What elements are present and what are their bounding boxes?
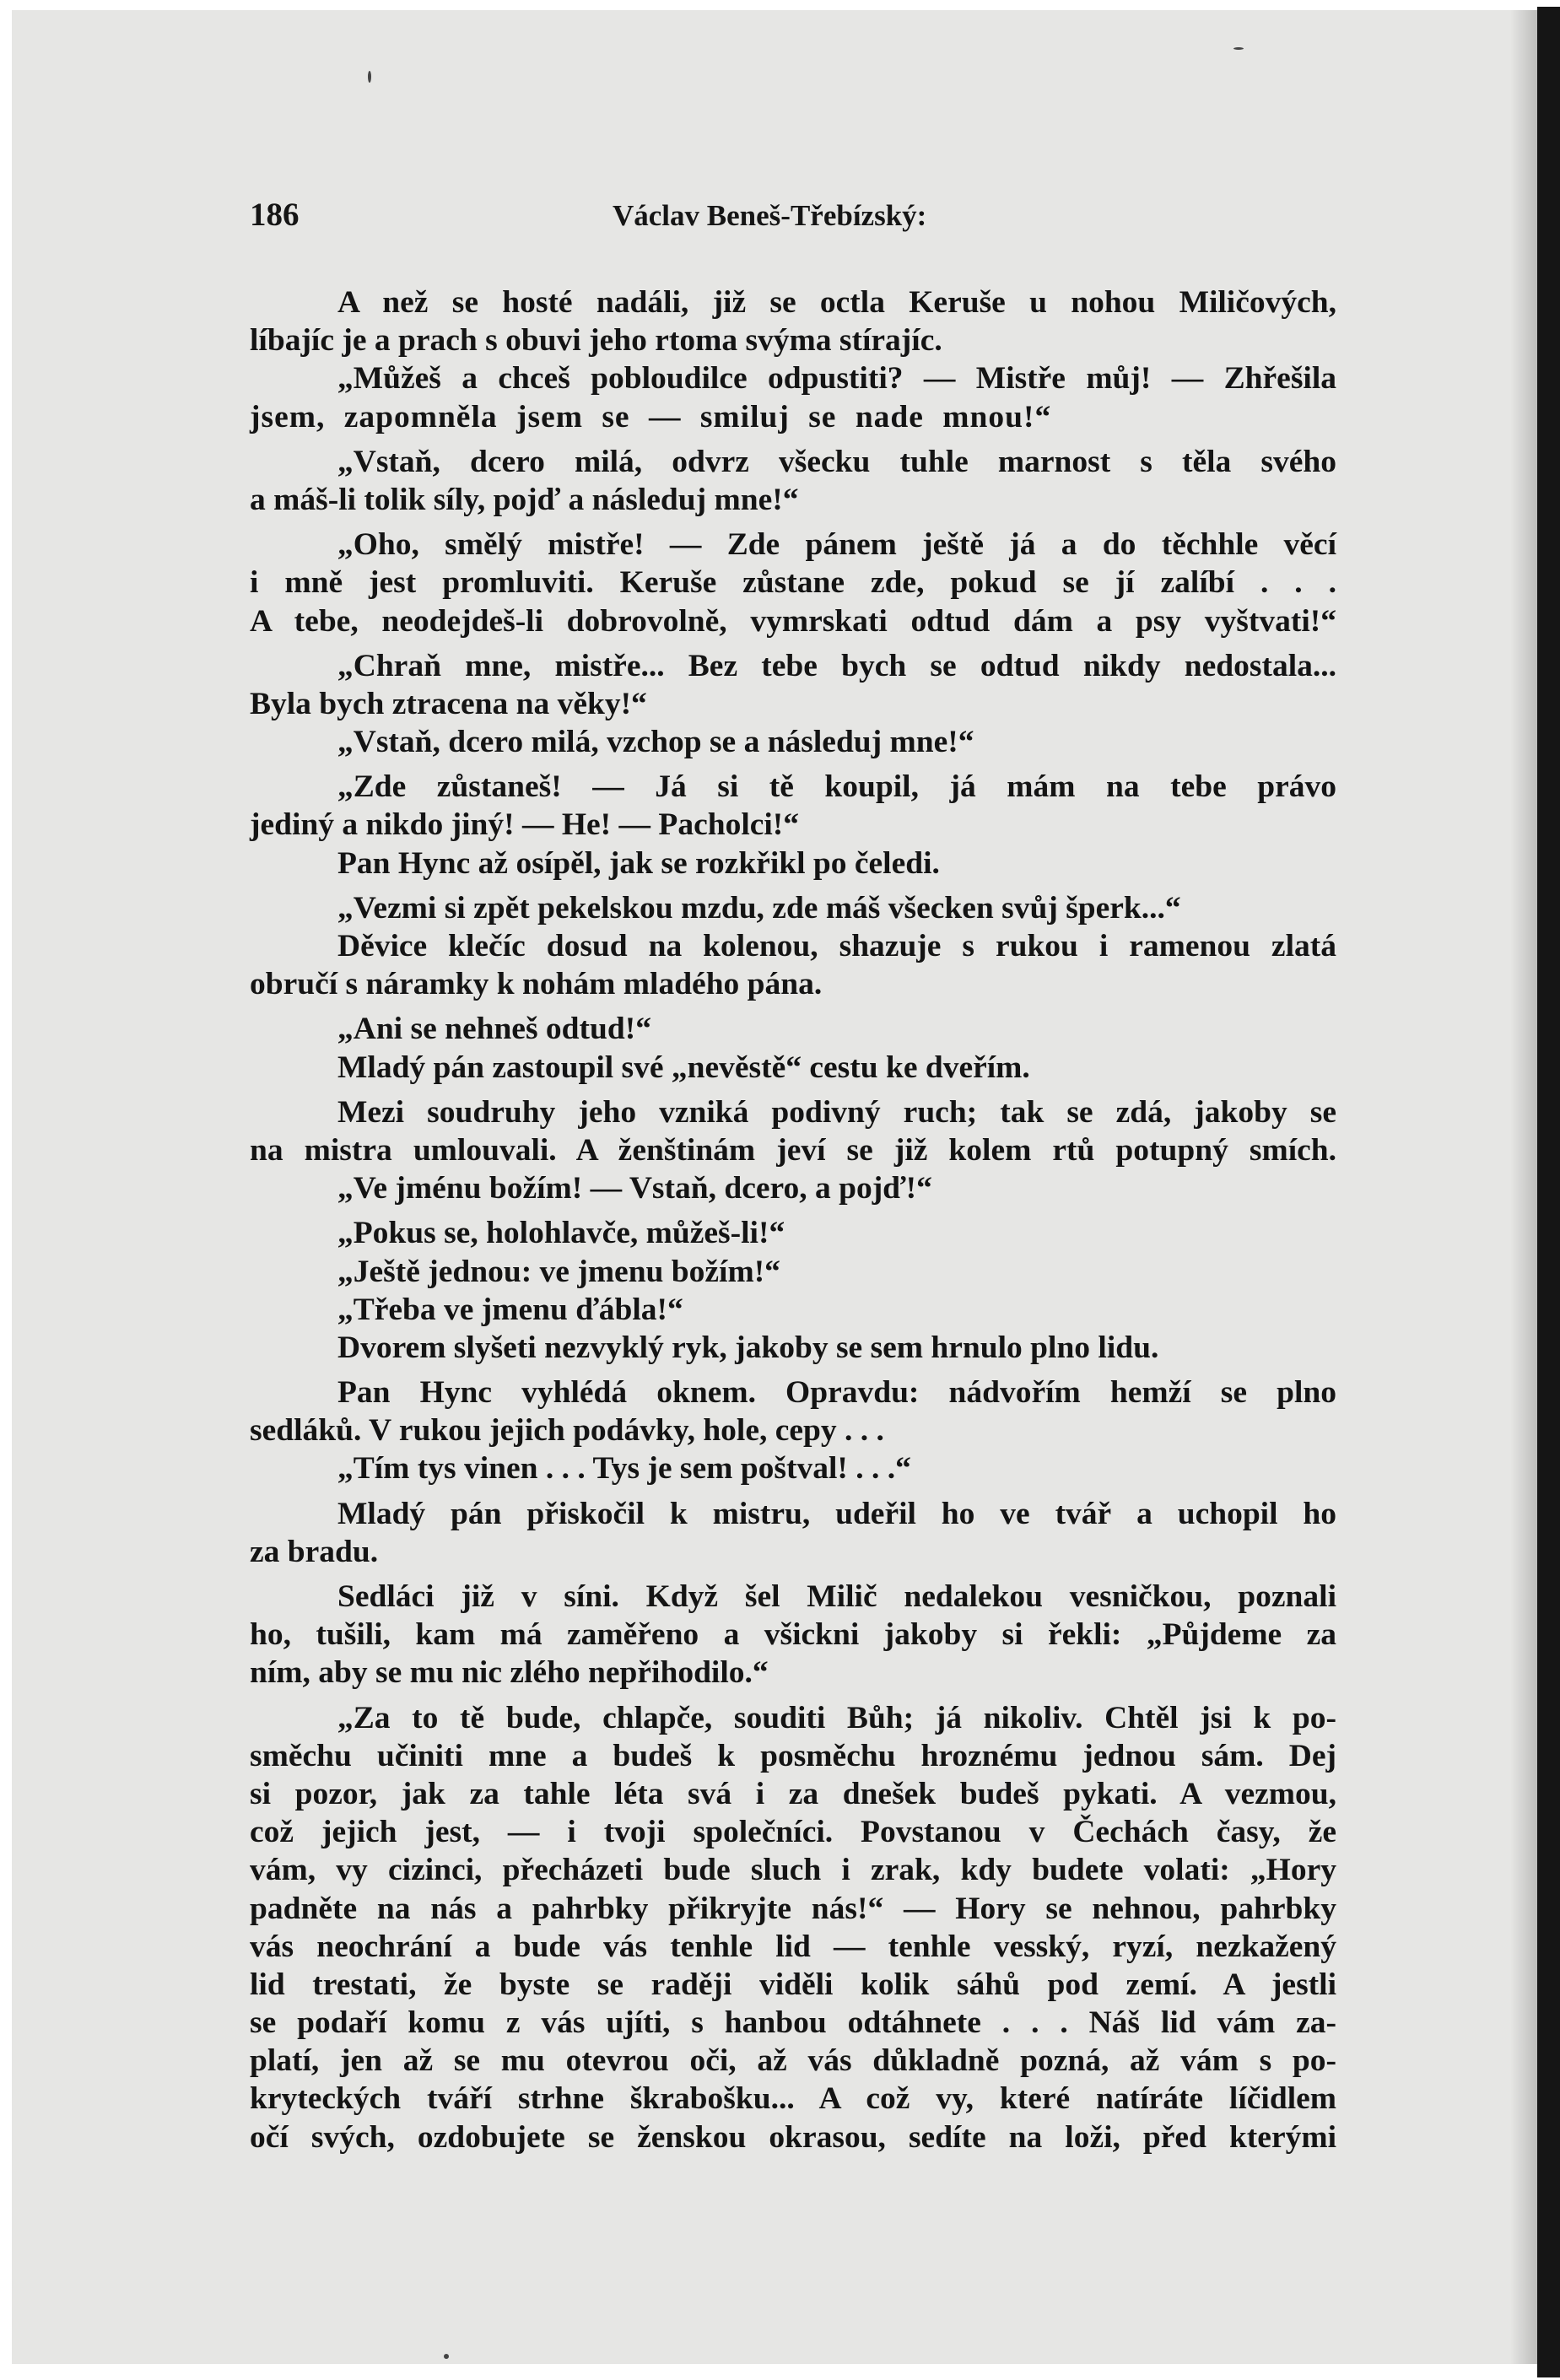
text-line: A než se hosté nadáli, již se octla Keruše u nohou Miličových, [337, 285, 1336, 320]
text-line: očí svých, ozdobujete se ženskou okrasou, sedíte na loži, před kterými [250, 2119, 1336, 2155]
text-line: směchu učiniti mne a budeš k posměchu hroznému jednou sám. Dej [250, 1738, 1336, 1773]
text-line: „Můžeš a chceš pobloudilce odpustiti? — Mistře můj! — Zhřešila [337, 361, 1336, 397]
text-line: ním, aby se mu nic zlého nepřihodilo.“ [250, 1655, 769, 1691]
text-line: a máš-li tolik síly, pojď a následuj mne!“ [250, 482, 799, 517]
text-line: jediný a nikdo jiný! — He! — Pacholci!“ [250, 807, 800, 843]
text-line: na mistra umlouvali. A ženštinám jeví se již kolem rtů potupný smích. [250, 1132, 1336, 1168]
text-line: Mezi soudruhy jeho vzniká podivný ruch; tak se zdá, jakoby se [337, 1094, 1336, 1130]
page-header [250, 196, 1338, 246]
running-title: Václav Beneš-Třebízský: [613, 199, 927, 232]
text-line: si pozor, jak za tahle léta svá i za dnešek budeš pykati. A vezmou, [250, 1776, 1336, 1811]
text-line: jsem, zapomněla jsem se — smiluj se nade mnou!“ [250, 399, 1052, 434]
text-line: „Vstaň, dcero milá, odvrz všecku tuhle marnost s těla svého [337, 444, 1336, 479]
text-line: lid trestati, že byste se raději viděli kolik sáhů pod zemí. A jestli [250, 1967, 1336, 2002]
text-line: se podaří komu z vás ujíti, s hanbou odtáhnete . . . Náš lid vám za- [250, 2005, 1336, 2041]
text-line: „Tím tys vinen . . . Tys je sem poštval! . . .“ [337, 1451, 911, 1487]
text-line: „Za to tě bude, chlapče, souditi Bůh; já nikoliv. Chtěl jsi k po- [337, 1700, 1336, 1735]
text-line: Mladý pán přiskočil k mistru, udeřil ho ve tvář a uchopil ho [337, 1496, 1336, 1531]
text-line: „Pokus se, holohlavče, můžeš-li!“ [337, 1216, 785, 1251]
text-line: „Oho, smělý mistře! — Zde pánem ještě já a do těchhle věcí [337, 527, 1336, 563]
dust-speck [444, 2354, 449, 2359]
text-line: „Ve jménu božím! — Vstaň, dcero, a pojď!“ [337, 1171, 932, 1206]
dark-scan-border [1537, 7, 1560, 2377]
text-line: líbajíc je a prach s obuvi jeho rtoma svýma stírajíc. [250, 323, 942, 359]
text-line: i mně jest promluviti. Keruše zůstane zde, pokud se jí zalíbí . . . [250, 565, 1336, 601]
text-line: vás neochrání a bude vás tenhle lid — tenhle vesský, ryzí, nezkažený [250, 1929, 1336, 1964]
dust-speck [368, 71, 371, 83]
text-line: ho, tušili, kam má zaměřeno a všickni jakoby si řekli: „Půjdeme za [250, 1617, 1336, 1653]
body-text [250, 283, 1336, 2156]
text-line: Sedláci již v síni. Když šel Milič nedalekou vesničkou, poznali [337, 1579, 1336, 1614]
text-line: což jejich jest, — i tvoji společníci. Povstanou v Čechách časy, že [250, 1815, 1336, 1850]
dust-speck [1233, 47, 1244, 50]
text-line: „Ani se nehneš odtud!“ [337, 1012, 651, 1047]
text-line: Byla bych ztracena na věky!“ [250, 686, 647, 721]
text-line: Dvorem slyšeti nezvyklý ryk, jakoby se sem hrnulo plno lidu. [337, 1330, 1159, 1365]
text-line: „Vezmi si zpět pekelskou mzdu, zde máš všecken svůj šperk...“ [337, 890, 1181, 926]
text-line: Děvice klečíc dosud na kolenou, shazuje s rukou i ramenou zlatá [337, 929, 1336, 963]
text-line: „Zde zůstaneš! — Já si tě koupil, já mám na tebe právo [337, 769, 1336, 805]
text-line: vám, vy cizinci, přecházeti bude sluch i zrak, kdy budete volati: „Hory [250, 1853, 1336, 1888]
text-line: platí, jen až se mu otevrou oči, až vás důkladně pozná, až vám s po- [250, 2043, 1336, 2079]
text-line: za bradu. [250, 1534, 379, 1569]
text-line: obručí s náramky k nohám mladého pána. [250, 967, 823, 1002]
text-line: „Ještě jednou: ve jmenu božím!“ [337, 1254, 780, 1289]
page-edge-shadow [1510, 10, 1537, 2364]
text-line: Mladý pán zastoupil své „nevěstě“ cestu ke dveřím. [337, 1050, 1030, 1085]
text-line: padněte na nás a pahrbky přikryjte nás!“ — Hory se nehnou, pahrbky [250, 1891, 1336, 1926]
text-line: kryteckých tváří strhne škrabošku... A což vy, které natíráte líčidlem [250, 2081, 1336, 2117]
text-line: Pan Hync až osípěl, jak se rozkřikl po čeledi. [337, 845, 940, 881]
text-line: „Vstaň, dcero milá, vzchop se a následuj mne!“ [337, 725, 974, 760]
text-line: sedláků. V rukou jejich podávky, hole, cepy . . . [250, 1413, 884, 1449]
page-number: 186 [250, 197, 300, 233]
text-line: „Třeba ve jmenu ďábla!“ [337, 1292, 683, 1327]
text-line: „Chraň mne, mistře... Bez tebe bych se odtud nikdy nedostala... [337, 648, 1336, 683]
text-line: Pan Hync vyhlédá oknem. Opravdu: nádvořím hemží se plno [337, 1375, 1336, 1411]
text-line: A tebe, neodejdeš-li dobrovolně, vymrskati odtud dám a psy vyštvati!“ [250, 603, 1336, 639]
